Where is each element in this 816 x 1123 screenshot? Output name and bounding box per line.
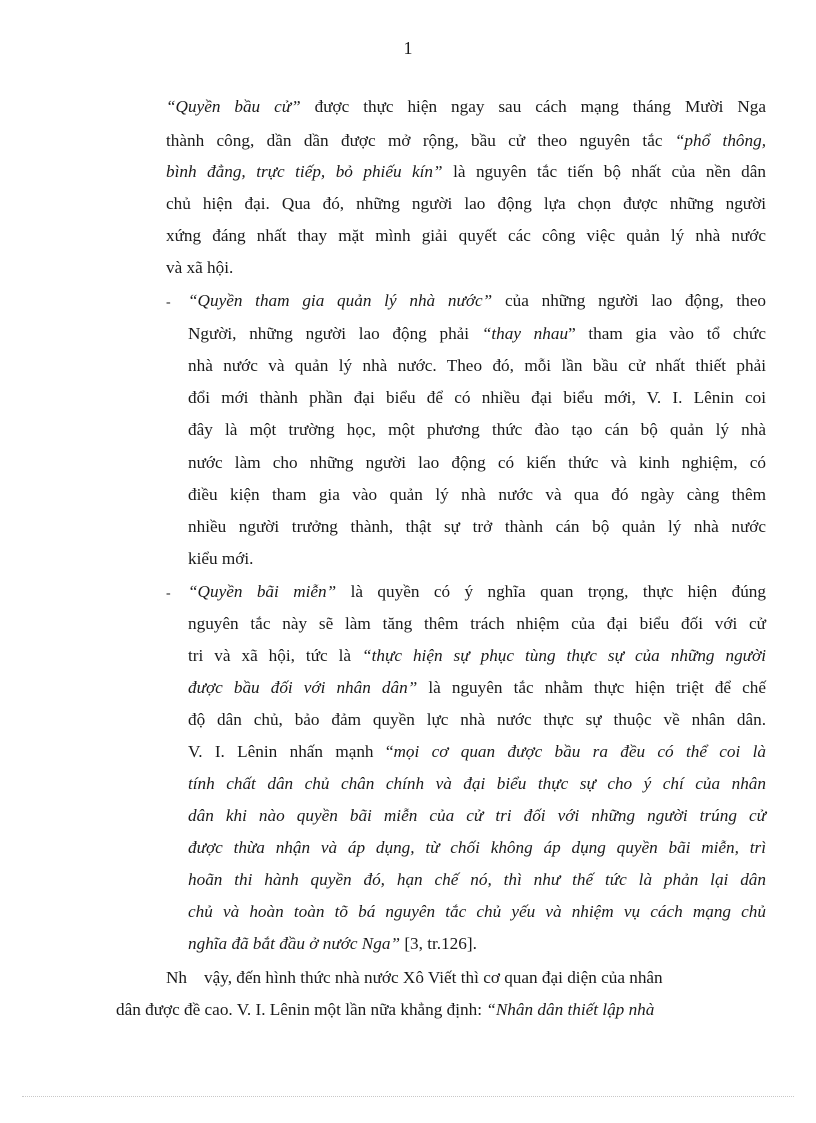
text-line [188,928,477,960]
text-line: xứng đáng nhất thay mặt mình giải quyết các công việc quản lý nhà nước [166,226,766,245]
citation: [3, tr.126]. [400,934,477,953]
text-italic: “Quyền bãi miễn” [188,582,337,601]
page-bottom-border [22,1096,794,1097]
text-italic: “Quyền tham gia quản lý nhà nước” [188,291,493,310]
text-italic: “Quyền bầu cử” [166,97,301,116]
text-line: dân khi nào quyền bãi miễn của cử tri đối với những người trúng cử [188,806,766,825]
text-line: đây là một trường học, một phương thức đào tạo cán bộ quản lý nhà [188,420,766,439]
text-line: điều kiện tham gia vào quản lý nhà nước và qua đó ngày càng thêm [188,485,766,504]
bullet-marker: - [166,295,171,310]
text-italic: bình đẳng, trực tiếp, bỏ phiếu kín” [166,162,443,181]
text-line [188,285,766,317]
text-line [116,994,654,1026]
text-regular: của những người lao động, theo [492,291,766,310]
text-line [166,156,766,188]
page-number: 1 [403,38,413,58]
text-regular: được thực hiện ngay sau cách mạng tháng Mười Nga [300,97,766,116]
text-italic: “phổ thông, [674,131,766,150]
text-line: tính chất dân chủ chân chính và đại biểu thực sự cho ý chí của nhân [188,774,766,793]
text-regular: Người, những người lao động phải [188,324,482,343]
text-line: được thừa nhận và áp dụng, từ chối không áp dụng quyền bãi miễn, trì [188,838,766,857]
text-italic: “thay nhau [481,324,569,343]
text-line [188,576,766,608]
text-line [166,91,766,123]
text-regular: là quyền có ý nghĩa quan trọng, thực hiện đúng [336,582,766,601]
text-line [166,962,766,994]
text-line: hoãn thi hành quyền đó, hạn chế nó, thì như thế tức là phản lại dân [188,870,766,889]
text-italic: mọi cơ quan được bầu ra đều có thể coi là [393,742,766,761]
text-regular: tri và xã hội, tức là [188,646,363,665]
text-line: kiểu mới. [188,549,254,568]
text-line [188,672,766,704]
text-regular: Nh [166,968,188,987]
text-line [188,640,766,672]
text-regular: dân được đề cao. V. I. Lênin một lần nữa khẳng định: [116,1000,487,1019]
text-line: đổi mới thành phần đại biểu để có nhiều đại biểu mới, V. I. Lênin coi [188,388,766,407]
text-line: nước làm cho những người lao động có kiến thức và kinh nghiệm, có [188,453,766,472]
text-line: chủ và hoàn toàn tõ bá nguyên tắc chủ yếu và nhiệm vụ cách mạng chủ [188,902,766,921]
text-line [188,736,766,768]
text-line [166,125,766,157]
text-italic: “Nhân dân thiết lập nhà [486,1000,655,1019]
text-italic: nghĩa đã bắt đầu ở nước Nga” [188,934,401,953]
text-line [188,318,766,350]
text-italic: được bầu đối với nhân dân” [188,678,418,697]
text-regular: vậy, đến hình thức nhà nước Xô Viết thì cơ quan đại diện của nhân [204,968,663,987]
text-line: nhà nước và quản lý nhà nước. Theo đó, mỗi lần bầu cử nhất thiết phải [188,356,766,375]
bullet-marker: - [166,586,171,601]
text-regular: V. I. Lênin nhấn mạnh “ [188,742,394,761]
text-regular: là nguyên tắc nhằm thực hiện triệt để chế [417,678,766,697]
text-line: và xã hội. [166,258,234,277]
text-line: nguyên tắc này sẽ làm tăng thêm trách nhiệm của đại biểu đối với cử [188,614,766,633]
text-line: độ dân chủ, bảo đảm quyền lực nhà nước thực sự thuộc về nhân dân. [188,710,766,729]
text-italic: “thực hiện sự phục tùng thực sự của những người [362,646,767,665]
text-regular: thành công, dần dần được mở rộng, bầu cử theo nguyên tắc [166,131,675,150]
text-line: nhiều người trưởng thành, thật sự trở thành cán bộ quản lý nhà nước [188,517,766,536]
text-line: chủ hiện đại. Qua đó, những người lao động lựa chọn được những người [166,194,766,213]
text-regular: ” tham gia vào tổ chức [568,324,766,343]
text-regular: là nguyên tắc tiến bộ nhất của nền dân [442,162,766,181]
